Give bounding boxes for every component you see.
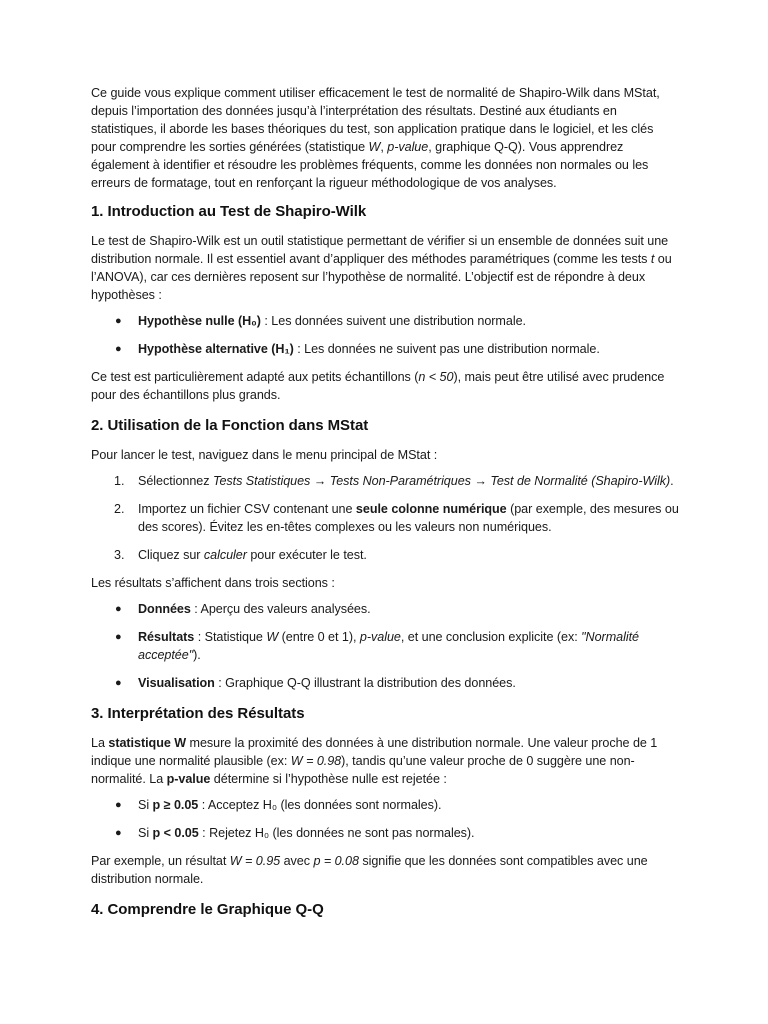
rule-1-condition: p ≥ 0.05 [152, 798, 199, 812]
rule-1-b: : Acceptez H₀ (les données sont normales). [198, 798, 442, 812]
bullet-icon: ● [115, 603, 122, 615]
bullet-icon: ● [115, 799, 122, 811]
resultats-c: , et une conclusion explicite (ex: [400, 630, 582, 644]
bullet-icon: ● [115, 827, 122, 839]
resultats-label: Résultats [138, 630, 195, 644]
step-number: 3. [114, 548, 125, 562]
document-page [91, 84, 679, 930]
rule-2-b: : Rejetez H₀ (les données ne sont pas normales). [198, 826, 475, 840]
list-item [91, 312, 679, 330]
visualisation-text: : Graphique Q-Q illustrant la distribution des données. [214, 676, 516, 690]
hypothesis-null-label: Hypothèse nulle (H₀) [138, 314, 261, 328]
hypothesis-alt-label: Hypothèse alternative (H₁) [138, 342, 294, 356]
step-2-bold: seule colonne numérique [355, 502, 507, 516]
s3-p1-a: La [91, 736, 109, 750]
step-3-italic: calculer [203, 548, 247, 562]
step-1-menu-path: Tests Statistiques → Tests Non-Paramétriques → Test de Normalité (Shapiro-Wilk) [212, 474, 671, 488]
step-number: 1. [114, 474, 125, 488]
step-1-b: . [670, 474, 674, 488]
section-4-heading: 4. Comprendre le Graphique Q-Q [91, 901, 324, 918]
donnees-label: Données [138, 602, 191, 616]
hypothesis-null-text: : Les données suivent une distribution normale. [260, 314, 526, 328]
list-item [91, 472, 679, 490]
s1-text-b: ou l’ANOVA), car ces dernières reposent sur l’hypothèse de normalité. L’objectif est de répondre à deux hypothèses : [91, 252, 672, 302]
s3-p1-b: mesure la proximité des données à une distribution normale. Une valeur proche de 1 indique une normalité plausible (ex: [91, 736, 658, 768]
list-item [91, 674, 679, 692]
rule-2-a: Si [138, 826, 153, 840]
s1-p2-a: Ce test est particulièrement adapté aux petits échantillons ( [91, 370, 419, 384]
intro-sep: , [380, 140, 388, 154]
s3-p1-c: ), tandis qu’une valeur proche de 0 suggère une non-normalité. La [91, 754, 635, 786]
s3-p1-d: détermine si l’hypothèse nulle est rejetée : [210, 772, 447, 786]
rule-2-condition: p < 0.05 [152, 826, 199, 840]
list-item [91, 824, 679, 842]
list-item [91, 600, 679, 618]
bullet-icon: ● [115, 343, 122, 355]
intro-text-1: Ce guide vous explique comment utiliser efficacement le test de normalité de Shapiro-Wilk dans MStat, depuis l’importation des données jusqu’à l’interprétation des résultats. Destiné aux étudiants en statistiques, il aborde les bases théoriques du test, son application pratique dans le logiciel, et les clés pour comprendre les sorties générées (statistique [91, 86, 660, 154]
step-2-a: Importez un fichier CSV contenant une [138, 502, 356, 516]
bullet-icon: ● [115, 315, 122, 327]
section-3-paragraph [91, 734, 679, 788]
s1-text-a: Le test de Shapiro-Wilk est un outil statistique permettant de vérifier si un ensemble de données suit une distribution normale. Il est essentiel avant d’appliquer des méthodes paramétriques (comme les tests [91, 234, 669, 266]
bullet-icon: ● [115, 677, 122, 689]
section-2-paragraph: Pour lancer le test, naviguez dans le menu principal de MStat : [91, 448, 438, 462]
s3-example-w: W = 0.98 [290, 754, 342, 768]
list-item [91, 500, 679, 536]
s3-p2-p: p = 0.08 [313, 854, 359, 868]
intro-w: W [368, 140, 381, 154]
visualisation-label: Visualisation [138, 676, 215, 690]
step-number: 2. [114, 502, 125, 516]
resultats-pvalue: p-value [359, 630, 401, 644]
s3-p2-w: W = 0.95 [229, 854, 281, 868]
decision-rules-list [91, 796, 679, 842]
s1-p2-n: n < 50 [418, 370, 454, 384]
resultats-b: (entre 0 et 1), [278, 630, 360, 644]
intro-pvalue: p-value [387, 140, 429, 154]
step-3-b: pour exécuter le test. [246, 548, 367, 562]
section-2-paragraph-2: Les résultats s’affichent dans trois sections : [91, 576, 335, 590]
s3-p2-a: Par exemple, un résultat [91, 854, 230, 868]
step-2-b: (par exemple, des mesures ou des scores). Évitez les en-têtes complexes ou les valeurs non numériques. [138, 502, 679, 534]
donnees-text: : Aperçu des valeurs analysées. [190, 602, 371, 616]
s3-p2-b: avec [280, 854, 314, 868]
resultats-w: W [266, 630, 279, 644]
hypotheses-list [91, 312, 679, 358]
s1-t: t [650, 252, 655, 266]
section-3-heading: 3. Interprétation des Résultats [91, 705, 305, 722]
bullet-icon: ● [115, 631, 122, 643]
list-item [91, 628, 679, 664]
step-3-a: Cliquez sur [138, 548, 204, 562]
rule-1-a: Si [138, 798, 153, 812]
section-3-paragraph-2 [91, 852, 679, 888]
intro-paragraph [91, 84, 679, 192]
list-item [91, 546, 679, 564]
section-1-heading: 1. Introduction au Test de Shapiro-Wilk [91, 203, 367, 220]
resultats-quote: "Normalité acceptée" [138, 630, 639, 662]
s1-p2-b: ), mais peut être utilisé avec prudence pour des échantillons plus grands. [91, 370, 665, 402]
section-1-paragraph [91, 232, 679, 304]
section-1-paragraph-2 [91, 368, 679, 404]
intro-text-2: , graphique Q-Q). Vous apprendrez également à identifier et résoudre les problèmes fréquents, comme les données non normales ou les erreurs de formatage, tout en renforçant la rigueur méthodologique de vos analyses. [91, 140, 649, 190]
list-item [91, 340, 679, 358]
resultats-a: : Statistique [194, 630, 267, 644]
s3-stat-w: statistique W [108, 736, 187, 750]
section-2-heading: 2. Utilisation de la Fonction dans MStat [91, 417, 369, 434]
s3-p2-c: signifie que les données sont compatibles avec une distribution normale. [91, 854, 648, 886]
hypothesis-alt-text: : Les données ne suivent pas une distribution normale. [293, 342, 600, 356]
resultats-d: ). [193, 648, 201, 662]
output-sections-list [91, 600, 679, 692]
steps-list [91, 472, 679, 564]
step-1-a: Sélectionnez [138, 474, 213, 488]
list-item [91, 796, 679, 814]
s3-pvalue: p-value [166, 772, 211, 786]
